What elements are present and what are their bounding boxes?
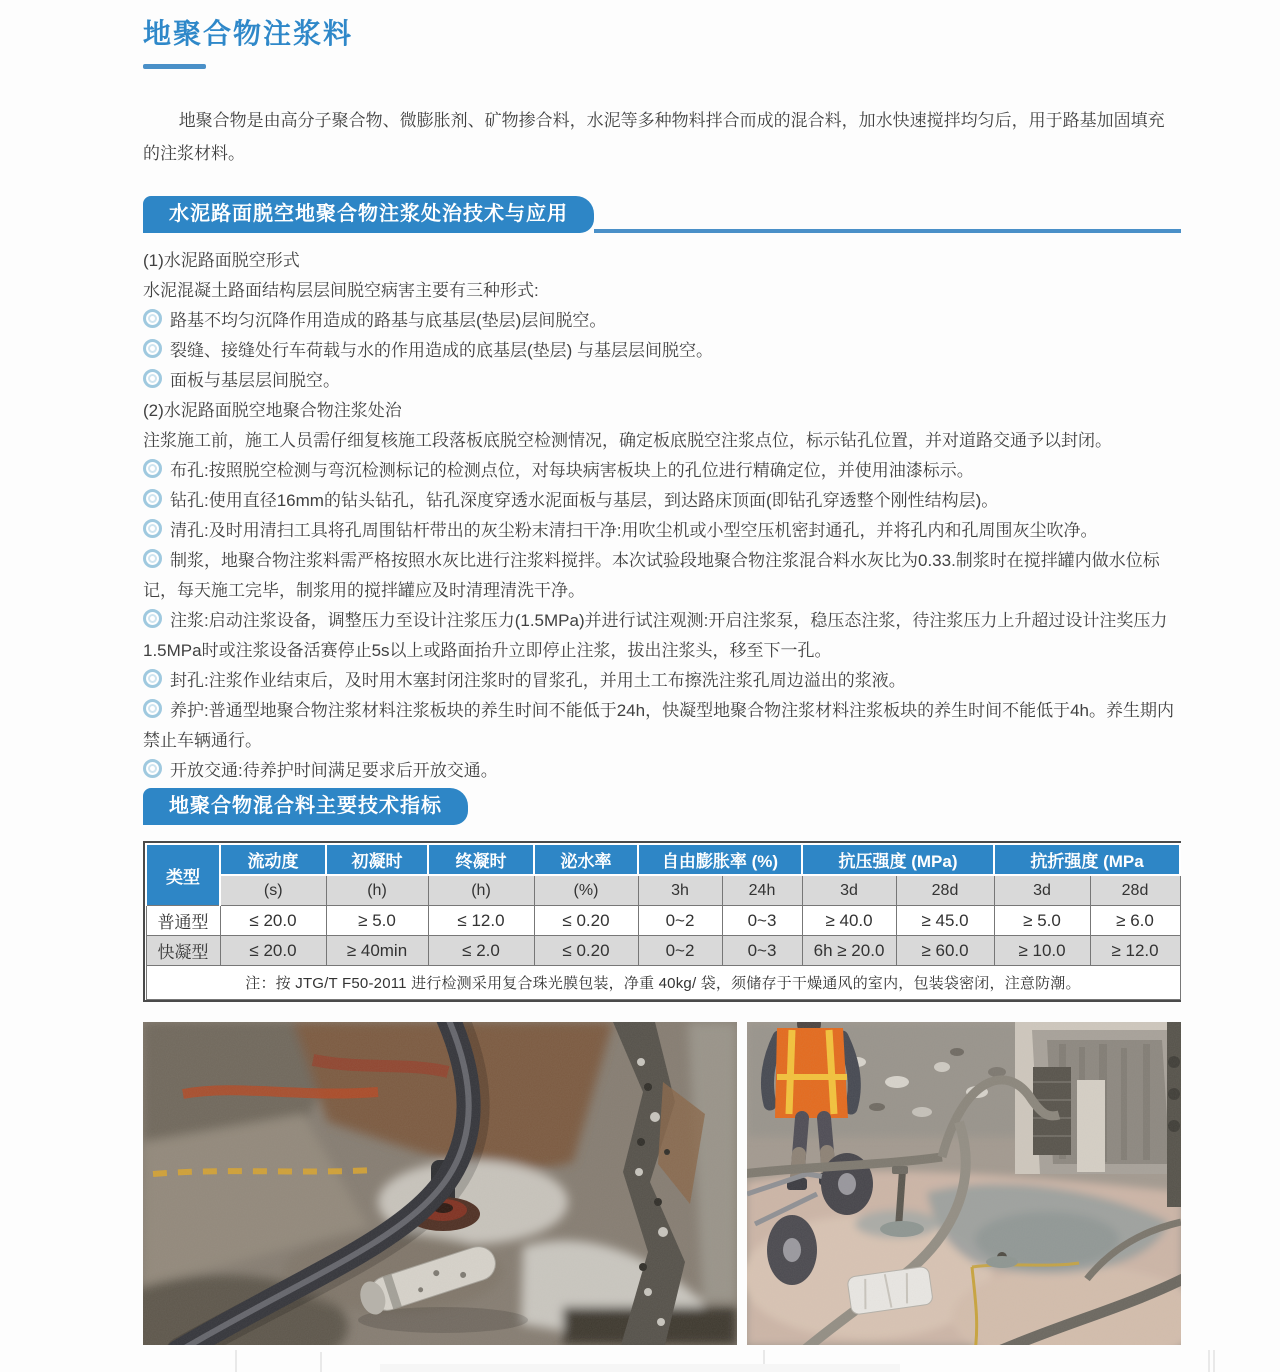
list-item-text: (1)水泥路面脱空形式 — [143, 251, 300, 270]
table-subheader-cell: (%) — [534, 875, 638, 906]
table-subheader-cell: 28d — [1090, 875, 1180, 906]
bullet-ring-icon — [143, 669, 162, 688]
bullet-ring-icon — [143, 549, 162, 568]
bullet-ring-icon — [143, 459, 162, 478]
list-item — [143, 666, 1183, 696]
table-cell: ≥ 5.0 — [994, 906, 1090, 936]
page-title: 地聚合物注浆料 — [143, 18, 354, 49]
intro-paragraph: 地聚合物是由高分子聚合物、微膨胀剂、矿物掺合料，水泥等多种物料拌合而成的混合料，加水快速搅拌均匀后，用于路基加固填充的注浆材料。 — [143, 111, 1165, 163]
table-header-cell: 流动度 — [220, 844, 326, 875]
spec-table — [145, 843, 1181, 1000]
list-item-text: 养护:普通型地聚合物注浆材料注浆板块的养生时间不能低于24h，快凝型地聚合物注浆材料注浆板块的养生时间不能低于4h。养生期内禁止车辆通行。 — [143, 701, 1174, 750]
table-row — [146, 906, 1180, 936]
table-cell: ≤ 20.0 — [220, 906, 326, 936]
list-item-text: 面板与基层层间脱空。 — [170, 371, 340, 390]
table-subheader-cell: 3d — [802, 875, 896, 906]
spec-table-body — [146, 906, 1180, 1000]
table-cell: 6h ≥ 20.0 — [802, 936, 896, 966]
scan-artifact-line — [320, 1352, 322, 1372]
table-row-header-cell: 普通型 — [146, 906, 220, 936]
table-cell: ≥ 12.0 — [1090, 936, 1180, 966]
bullet-ring-icon — [143, 339, 162, 358]
list-item — [143, 366, 1183, 396]
list-item-text: 清孔:及时用清扫工具将孔周围钻杆带出的灰尘粉末清扫干净:用吹尘机或小型空压机密封通孔，并将孔内和孔周围灰尘吹净。 — [170, 521, 1098, 540]
bullet-ring-icon — [143, 699, 162, 718]
table-header-cell: 终凝时 — [428, 844, 534, 875]
list-item — [143, 606, 1183, 666]
table-note-text: 注：按 JTG/T F50-2011 进行检测采用复合珠光膜包装，净重 40kg/ 袋，须储存于干燥通风的室内，包装袋密闭，注意防潮。 — [146, 966, 1180, 1000]
section2-banner: 地聚合物混合料主要技术指标 — [143, 788, 468, 825]
list-item — [143, 306, 1183, 336]
scan-artifact-line — [1213, 1350, 1215, 1372]
bullet-ring-icon — [143, 309, 162, 328]
table-cell: 0~2 — [638, 906, 722, 936]
section1-banner-row — [143, 196, 1181, 233]
list-item-text: 开放交通:待养护时间满足要求后开放交通。 — [170, 761, 498, 780]
bullet-ring-icon — [143, 519, 162, 538]
list-item-text: (2)水泥路面脱空地聚合物注浆处治 — [143, 401, 402, 420]
table-cell: ≥ 40.0 — [802, 906, 896, 936]
table-subheader-cell: 3d — [994, 875, 1090, 906]
spec-table-head — [146, 844, 1180, 906]
section1-banner-line — [594, 229, 1181, 233]
list-item — [143, 246, 1183, 276]
table-header-cell: 类型 — [146, 844, 220, 906]
table-header-cell: 自由膨胀率 (%) — [638, 844, 802, 875]
table-cell: 0~3 — [722, 906, 802, 936]
scan-artifact-line — [235, 1350, 237, 1372]
list-item — [143, 456, 1183, 486]
table-note-row — [146, 966, 1180, 1000]
table-header-cell: 抗折强度 (MPa — [994, 844, 1180, 875]
list-item-text: 注浆施工前，施工人员需仔细复核施工段落板底脱空检测情况，确定板底脱空注浆点位，标示钻孔位置，并对道路交通予以封闭。 — [143, 431, 1112, 450]
table-cell: ≤ 20.0 — [220, 936, 326, 966]
table-subheader-cell: (h) — [326, 875, 428, 906]
table-cell: ≥ 45.0 — [896, 906, 994, 936]
table-row — [146, 936, 1180, 966]
table-cell: ≤ 0.20 — [534, 936, 638, 966]
photo-strip — [143, 1022, 1181, 1345]
table-cell: 0~2 — [638, 936, 722, 966]
list-item — [143, 396, 1183, 426]
table-cell: ≤ 12.0 — [428, 906, 534, 936]
table-cell: ≤ 0.20 — [534, 906, 638, 936]
table-cell: ≥ 5.0 — [326, 906, 428, 936]
table-cell: ≥ 40min — [326, 936, 428, 966]
bullet-ring-icon — [143, 369, 162, 388]
list-item-text: 裂缝、接缝处行车荷载与水的作用造成的底基层(垫层) 与基层层间脱空。 — [170, 341, 714, 360]
section2-banner-row — [143, 788, 1181, 825]
table-subheader-cell: 28d — [896, 875, 994, 906]
bullet-ring-icon — [143, 489, 162, 508]
list-item — [143, 696, 1183, 756]
list-item — [143, 546, 1183, 606]
table-header-cell: 抗压强度 (MPa) — [802, 844, 994, 875]
table-subheader-cell: 3h — [638, 875, 722, 906]
photo-grouting-site-worker — [747, 1022, 1181, 1345]
bullet-ring-icon — [143, 759, 162, 778]
list-item-text: 制浆，地聚合物注浆料需严格按照水灰比进行注浆料搅拌。本次试验段地聚合物注浆混合料水灰比为0.33.制浆时在搅拌罐内做水位标记，每天施工完毕，制浆用的搅拌罐应及时清理清洗干净。 — [143, 551, 1160, 600]
section1-banner: 水泥路面脱空地聚合物注浆处治技术与应用 — [143, 196, 594, 233]
table-subheader-cell: 24h — [722, 875, 802, 906]
list-item — [143, 486, 1183, 516]
table-cell: ≥ 6.0 — [1090, 906, 1180, 936]
bullet-ring-icon — [143, 609, 162, 628]
spec-table-frame — [143, 841, 1181, 1002]
process-list — [143, 246, 1183, 786]
table-subheader-cell: (s) — [220, 875, 326, 906]
list-item — [143, 756, 1183, 786]
table-cell: 0~3 — [722, 936, 802, 966]
list-item — [143, 276, 1183, 306]
table-header-cell: 泌水率 — [534, 844, 638, 875]
table-header-cell: 初凝时 — [326, 844, 428, 875]
list-item-text: 注浆:启动注浆设备，调整压力至设计注浆压力(1.5MPa)并进行试注观测:开启注浆泵，稳压态注浆，待注浆压力上升超过设计注奖压力1.5MPa时或注浆设备活赛停止5s以上或路面抬升立即停止注浆，拔出注浆头，移至下一孔。 — [143, 611, 1168, 660]
table-row-header-cell: 快凝型 — [146, 936, 220, 966]
scan-artifact-band — [380, 1364, 900, 1372]
list-item-text: 路基不均匀沉降作用造成的路基与底基层(垫层)层间脱空。 — [170, 311, 607, 330]
photo-grouting-hose-on-pavement — [143, 1022, 737, 1345]
table-subheader-cell: (h) — [428, 875, 534, 906]
list-item — [143, 516, 1183, 546]
table-cell: ≤ 2.0 — [428, 936, 534, 966]
list-item — [143, 336, 1183, 366]
table-cell: ≥ 60.0 — [896, 936, 994, 966]
title-underline — [143, 64, 206, 69]
list-item-text: 封孔:注浆作业结束后，及时用木塞封闭注浆时的冒浆孔，并用土工布擦洗注浆孔周边溢出的浆液。 — [170, 671, 906, 690]
scan-artifact-line — [1208, 1350, 1210, 1372]
list-item — [143, 426, 1183, 456]
list-item-text: 钻孔:使用直径16mm的钻头钻孔，钻孔深度穿透水泥面板与基层，到达路床顶面(即钻孔穿透整个刚性结构层)。 — [170, 491, 999, 510]
list-item-text: 水泥混凝土路面结构层层间脱空病害主要有三种形式: — [143, 281, 539, 300]
list-item-text: 布孔:按照脱空检测与弯沉检测标记的检测点位，对每块病害板块上的孔位进行精确定位，并使用油漆标示。 — [170, 461, 974, 480]
table-cell: ≥ 10.0 — [994, 936, 1090, 966]
